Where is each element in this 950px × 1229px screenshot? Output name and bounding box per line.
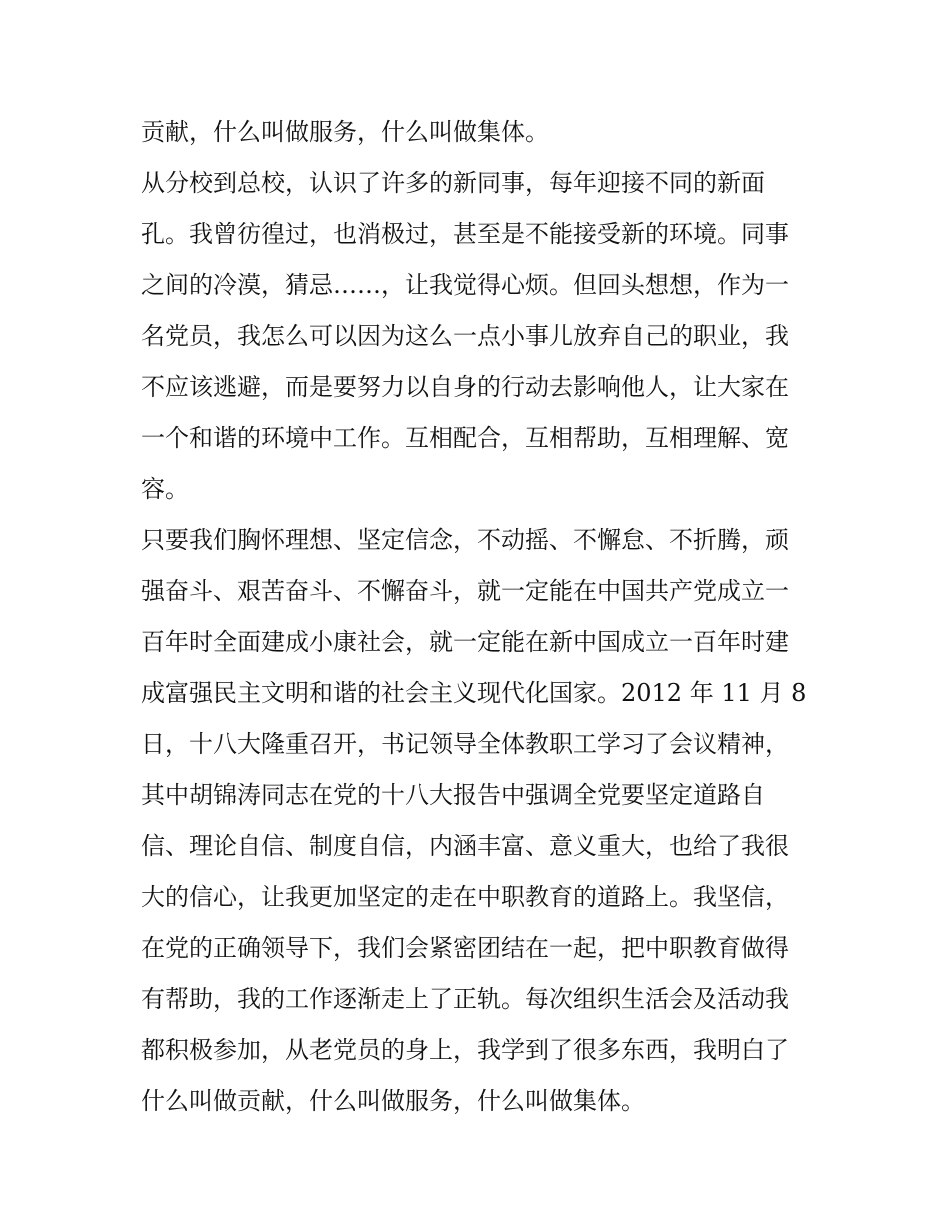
text-line: 在党的正确领导下，我们会紧密团结在一起，把中职教育做得 xyxy=(141,934,789,962)
text-line: 都积极参加，从老党员的身上，我学到了很多东西，我明白了 xyxy=(141,1036,789,1064)
text-line: 百年时全面建成小康社会，就一定能在新中国成立一百年时建 xyxy=(141,628,789,656)
text-line: 成富强民主文明和谐的社会主义现代化国家。2012 年 11 月 8 xyxy=(141,679,807,707)
text-line: 什么叫做贡献，什么叫做服务，什么叫做集体。 xyxy=(141,1087,645,1115)
text-line: 从分校到总校，认识了许多的新同事，每年迎接不同的新面 xyxy=(141,169,765,197)
text-line: 不应该逃避，而是要努力以自身的行动去影响他人，让大家在 xyxy=(141,373,789,401)
text-line: 一个和谐的环境中工作。互相配合，互相帮助，互相理解、宽 xyxy=(141,424,789,452)
text-line: 信、理论自信、制度自信，内涵丰富、意义重大，也给了我很 xyxy=(141,832,789,860)
text-line: 贡献，什么叫做服务，什么叫做集体。 xyxy=(141,118,549,146)
text-line: 名党员，我怎么可以因为这么一点小事儿放弃自己的职业，我 xyxy=(141,322,789,350)
text-line: 只要我们胸怀理想、坚定信念，不动摇、不懈怠、不折腾，顽 xyxy=(141,526,789,554)
text-line: 大的信心，让我更加坚定的走在中职教育的道路上。我坚信， xyxy=(141,883,789,911)
text-line: 孔。我曾彷徨过，也消极过，甚至是不能接受新的环境。同事 xyxy=(141,220,789,248)
text-line: 日，十八大隆重召开，书记领导全体教职工学习了会议精神， xyxy=(141,730,789,758)
text-line: 有帮助，我的工作逐渐走上了正轨。每次组织生活会及活动我 xyxy=(141,985,789,1013)
text-line: 其中胡锦涛同志在党的十八大报告中强调全党要坚定道路自 xyxy=(141,781,765,809)
text-line: 之间的冷漠，猜忌……，让我觉得心烦。但回头想想，作为一 xyxy=(141,271,789,299)
text-line: 强奋斗、艰苦奋斗、不懈奋斗，就一定能在中国共产党成立一 xyxy=(141,577,789,605)
document-body xyxy=(141,107,841,1127)
text-line: 容。 xyxy=(141,475,189,503)
